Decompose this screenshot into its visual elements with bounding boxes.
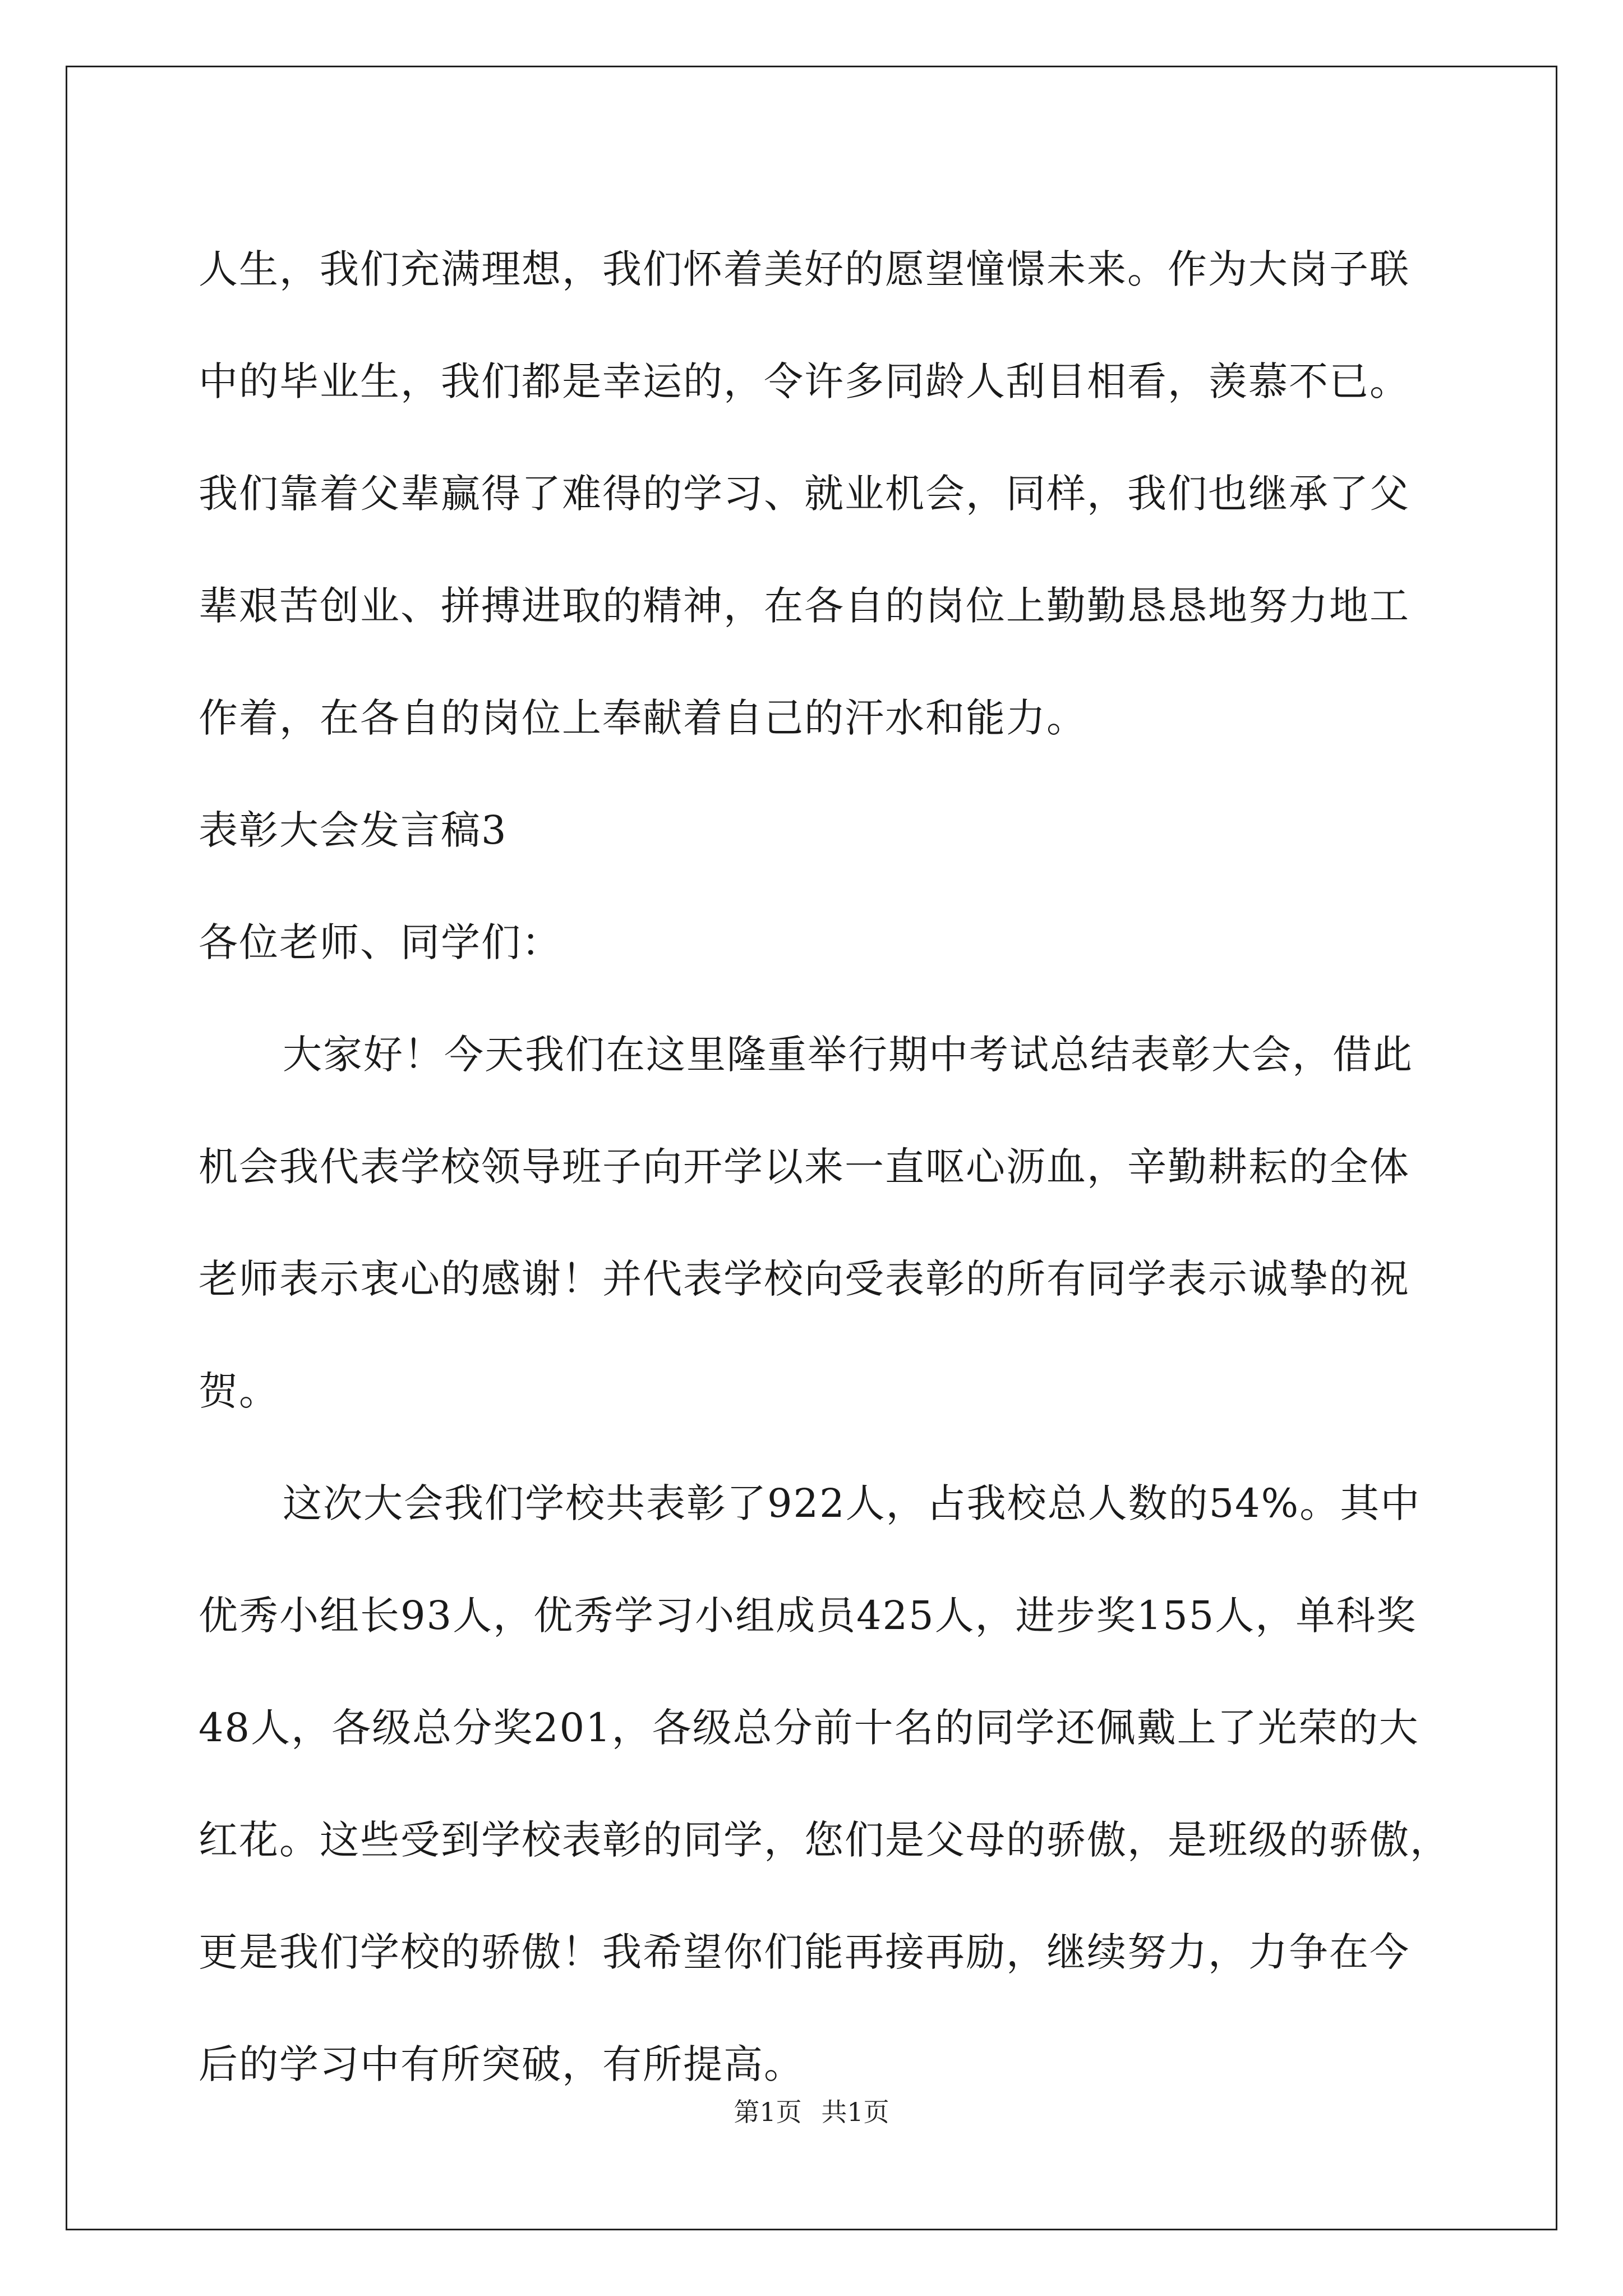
salutation: 各位老师、同学们： bbox=[199, 919, 562, 965]
text-line: 红花。这些受到学校表彰的同学，您们是父母的骄傲，是班级的骄傲， bbox=[199, 1817, 1450, 1863]
text-line: 作着，在各自的岗位上奉献着自己的汗水和能力。 bbox=[199, 695, 1087, 741]
text-line: 辈艰苦创业、拼搏进取的精神，在各自的岗位上勤勤恳恳地努力地工 bbox=[199, 583, 1410, 629]
text-line: 优秀小组长93人，优秀学习小组成员425人，进步奖155人，单科奖 bbox=[199, 1593, 1417, 1639]
text-line: 48人，各级总分奖201，各级总分前十名的同学还佩戴上了光荣的大 bbox=[199, 1705, 1419, 1751]
paragraph-start-line: 大家好！今天我们在这里隆重举行期中考试总结表彰大会，借此 bbox=[283, 1032, 1413, 1078]
page-number: 第1页 bbox=[734, 2097, 802, 2127]
document-body bbox=[199, 213, 1450, 2120]
text-line: 后的学习中有所突破，有所提高。 bbox=[199, 2041, 804, 2087]
text-line: 贺。 bbox=[199, 1368, 279, 1414]
page-total: 共1页 bbox=[821, 2097, 889, 2127]
page-footer bbox=[0, 2095, 1623, 2129]
text-line: 老师表示衷心的感谢！并代表学校向受表彰的所有同学表示诚挚的祝 bbox=[199, 1256, 1410, 1302]
text-line: 中的毕业生，我们都是幸运的，令许多同龄人刮目相看，羡慕不已。 bbox=[199, 358, 1410, 404]
section-title: 表彰大会发言稿3 bbox=[199, 807, 508, 853]
text-line: 更是我们学校的骄傲！我希望你们能再接再励，继续努力，力争在今 bbox=[199, 1929, 1410, 1975]
text-line: 机会我代表学校领导班子向开学以来一直呕心沥血，辛勤耕耘的全体 bbox=[199, 1144, 1410, 1190]
text-line: 我们靠着父辈赢得了难得的学习、就业机会，同样，我们也继承了父 bbox=[199, 471, 1410, 517]
text-line: 人生，我们充满理想，我们怀着美好的愿望憧憬未来。作为大岗子联 bbox=[199, 246, 1410, 292]
paragraph-start-line: 这次大会我们学校共表彰了922人，占我校总人数的54%。其中 bbox=[283, 1480, 1421, 1526]
